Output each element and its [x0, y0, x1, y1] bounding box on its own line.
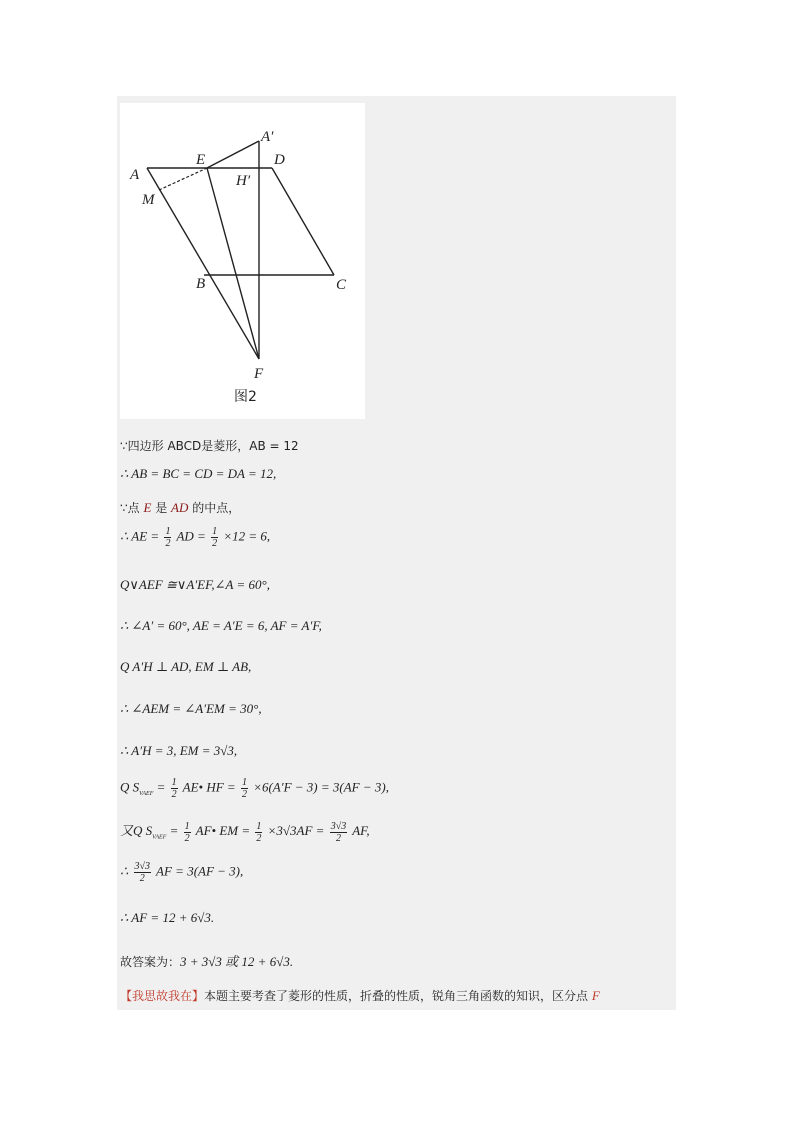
solution-line-10: Q $S_{VAEF}$ = $\frac{1}{2}$ AE• HF = $\frac{1}{2}$ ×6(A′F − 3) = 3(AF − 3), [120, 777, 389, 800]
label-D: D [274, 152, 285, 168]
answer-line: 故答案为：3 + 3√3 或 12 + 6√3. [120, 954, 294, 969]
fraction: $\frac{1}{2}$ [165, 526, 171, 549]
solution-line-2: ∴ AB = BC = CD = DA = 12, [120, 466, 277, 481]
solution-line-12: ∴ $\frac{3√3}{2}$ AF = 3(AF − 3), [120, 861, 244, 884]
solution-line-3: ∵点 E 是 AD 的中点， [120, 500, 241, 515]
solution-line-8: ∴ ∠AEM = ∠A′EM = 30°, [120, 701, 262, 716]
solution-line-5: Q∨AEF ≅∨A′EF,∠A = 60°, [120, 577, 270, 592]
reflection-line: 【我思故我在】本题主要考查了菱形的性质，折叠的性质，锐角三角函数的知识，区分点 F [120, 988, 600, 1003]
label-A-prime: A′ [261, 129, 274, 145]
reflection-bracket: 【我思故我在】 [120, 989, 205, 1003]
solution-line-4: ∴ AE = $\frac{1}{2}$ AD = $\frac{1}{2}$ ×12 = 6, [120, 526, 271, 549]
fraction: $\frac{1}{2}$ [171, 777, 177, 800]
label-A: A [130, 167, 140, 183]
solution-line-9: ∴ A′H = 3, EM = 3√3, [120, 743, 238, 758]
label-B: B [196, 276, 206, 292]
label-H-prime: H′ [236, 173, 251, 189]
label-C: C [336, 277, 347, 293]
solution-line-13: ∴ AF = 12 + 6√3. [120, 910, 215, 925]
label-E: E [196, 152, 206, 168]
fraction: $\frac{1}{2}$ [241, 777, 247, 800]
fraction: $\frac{1}{2}$ [212, 526, 218, 549]
solution-line-11: 又Q $S_{VAEF}$ = $\frac{1}{2}$ AF• EM = $\frac{1}{2}$ ×3√3AF = $\frac{3√3}{2}$ AF, [120, 820, 370, 844]
fraction: $\frac{3√3}{2}$ [330, 820, 347, 844]
label-M: M [142, 192, 155, 208]
fraction: $\frac{1}{2}$ [184, 820, 190, 844]
fraction: $\frac{1}{2}$ [256, 820, 262, 844]
rhombus-diagram [120, 103, 365, 419]
label-F: F [254, 366, 264, 382]
geometry-figure [120, 103, 365, 419]
figure-caption: 图2 [234, 389, 257, 405]
solution-line-6: ∴ ∠A′ = 60°, AE = A′E = 6, AF = A′F, [120, 618, 322, 633]
solution-line-7: Q A′H ⊥ AD, EM ⊥ AB, [120, 659, 252, 674]
fraction: $\frac{3√3}{2}$ [134, 861, 151, 884]
solution-line-1: ∵四边形 ABCD是菱形，AB = 12 [120, 439, 299, 453]
